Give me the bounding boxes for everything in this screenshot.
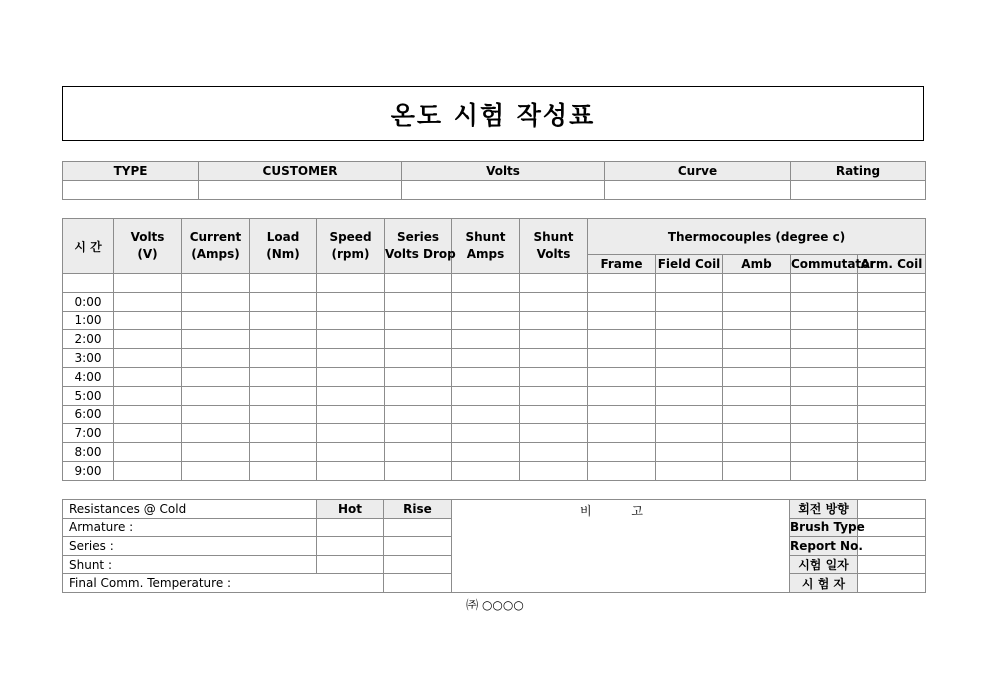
test-date-label: 시험 일자 xyxy=(790,555,858,574)
measurement-cell[interactable] xyxy=(182,386,250,405)
info-header-curve: Curve xyxy=(605,162,791,181)
remark-cell[interactable] xyxy=(452,500,790,593)
measurement-cell[interactable] xyxy=(656,424,723,443)
measurement-cell[interactable] xyxy=(182,424,250,443)
time-cell: 8:00 xyxy=(63,443,114,462)
measurement-cell[interactable] xyxy=(114,424,182,443)
time-row xyxy=(63,311,926,330)
measurement-cell[interactable] xyxy=(723,424,791,443)
series-rise-cell[interactable] xyxy=(384,537,452,556)
measurement-cell[interactable] xyxy=(520,424,588,443)
measurement-cell[interactable] xyxy=(520,461,588,480)
info-type-cell[interactable] xyxy=(63,181,199,200)
measurement-cell[interactable] xyxy=(791,274,858,293)
measurement-cell[interactable] xyxy=(858,367,926,386)
measurement-cell[interactable] xyxy=(317,349,385,368)
measurement-cell[interactable] xyxy=(317,311,385,330)
measurement-cell[interactable] xyxy=(723,386,791,405)
time-cell xyxy=(63,274,114,293)
time-row xyxy=(63,349,926,368)
info-curve-cell[interactable] xyxy=(605,181,791,200)
measurement-cell[interactable] xyxy=(114,443,182,462)
measurement-cell[interactable] xyxy=(791,405,858,424)
armature-label: Armature : xyxy=(63,518,317,537)
measurement-cell[interactable] xyxy=(317,461,385,480)
company-footer: ㈜ ○○○○ xyxy=(466,598,524,612)
time-row xyxy=(63,367,926,386)
header-frame: Frame xyxy=(588,255,656,274)
info-header-type: TYPE xyxy=(63,162,199,181)
tester-cell[interactable] xyxy=(858,574,926,593)
measurement-cell[interactable] xyxy=(723,311,791,330)
measurement-cell[interactable] xyxy=(723,274,791,293)
final-comm-cell[interactable] xyxy=(384,574,452,593)
measurement-cell[interactable] xyxy=(588,386,656,405)
measurement-cell[interactable] xyxy=(520,292,588,311)
measurement-cell[interactable] xyxy=(317,367,385,386)
measurement-header-row xyxy=(63,219,926,255)
measurement-cell[interactable] xyxy=(452,274,520,293)
measurement-cell[interactable] xyxy=(250,443,317,462)
measurement-cell[interactable] xyxy=(858,405,926,424)
measurement-body xyxy=(63,274,926,481)
measurement-cell[interactable] xyxy=(656,311,723,330)
measurement-cell[interactable] xyxy=(250,367,317,386)
measurement-cell[interactable] xyxy=(656,386,723,405)
measurement-cell[interactable] xyxy=(182,461,250,480)
measurement-cell[interactable] xyxy=(858,386,926,405)
measurement-cell[interactable] xyxy=(317,424,385,443)
resistance-hot-header: Hot xyxy=(317,500,384,519)
measurement-cell[interactable] xyxy=(182,274,250,293)
rotation-direction-cell[interactable] xyxy=(858,500,926,519)
measurement-cell[interactable] xyxy=(317,292,385,311)
measurement-cell[interactable] xyxy=(114,461,182,480)
measurement-cell[interactable] xyxy=(452,311,520,330)
resistance-header-row xyxy=(63,500,926,519)
measurement-cell[interactable] xyxy=(520,274,588,293)
measurement-cell[interactable] xyxy=(588,292,656,311)
measurement-cell[interactable] xyxy=(452,461,520,480)
measurement-cell[interactable] xyxy=(858,461,926,480)
time-cell: 0:00 xyxy=(63,292,114,311)
report-no-cell[interactable] xyxy=(858,537,926,556)
remark-label: 비 고 xyxy=(580,504,661,518)
measurement-cell[interactable] xyxy=(182,367,250,386)
measurement-cell[interactable] xyxy=(791,461,858,480)
final-comm-label: Final Comm. Temperature : xyxy=(63,574,384,593)
measurement-cell[interactable] xyxy=(114,274,182,293)
resistance-rise-header: Rise xyxy=(384,500,452,519)
measurement-cell[interactable] xyxy=(791,311,858,330)
test-date-cell[interactable] xyxy=(858,555,926,574)
measurement-cell[interactable] xyxy=(588,367,656,386)
header-current: Current (Amps) xyxy=(182,219,250,274)
info-header-customer: CUSTOMER xyxy=(199,162,402,181)
time-row xyxy=(63,461,926,480)
measurement-cell[interactable] xyxy=(452,349,520,368)
resistance-table xyxy=(62,499,926,593)
header-thermocouples: Thermocouples (degree c) xyxy=(588,219,926,255)
brush-type-cell[interactable] xyxy=(858,518,926,537)
measurement-cell[interactable] xyxy=(250,424,317,443)
measurement-cell[interactable] xyxy=(791,424,858,443)
series-hot-cell[interactable] xyxy=(317,537,384,556)
armature-rise-cell[interactable] xyxy=(384,518,452,537)
time-row xyxy=(63,443,926,462)
time-row xyxy=(63,405,926,424)
measurement-cell[interactable] xyxy=(317,274,385,293)
measurement-cell[interactable] xyxy=(250,461,317,480)
blank-row xyxy=(63,274,926,293)
shunt-hot-cell[interactable] xyxy=(317,555,384,574)
measurement-cell[interactable] xyxy=(791,292,858,311)
measurement-cell[interactable] xyxy=(114,311,182,330)
measurement-cell[interactable] xyxy=(385,461,452,480)
measurement-cell[interactable] xyxy=(385,349,452,368)
header-commutator: Commutator xyxy=(791,255,858,274)
measurement-cell[interactable] xyxy=(588,274,656,293)
measurement-cell[interactable] xyxy=(114,349,182,368)
measurement-cell[interactable] xyxy=(385,443,452,462)
measurement-cell[interactable] xyxy=(723,461,791,480)
measurement-cell[interactable] xyxy=(723,443,791,462)
measurement-cell[interactable] xyxy=(114,330,182,349)
measurement-cell[interactable] xyxy=(588,461,656,480)
brush-type-label: Brush Type xyxy=(790,518,858,537)
measurement-cell[interactable] xyxy=(520,405,588,424)
measurement-cell[interactable] xyxy=(250,311,317,330)
info-volts-cell[interactable] xyxy=(402,181,605,200)
measurement-cell[interactable] xyxy=(452,405,520,424)
header-arm-coil: Arm. Coil xyxy=(858,255,926,274)
time-row xyxy=(63,330,926,349)
header-speed: Speed (rpm) xyxy=(317,219,385,274)
measurement-cell[interactable] xyxy=(858,349,926,368)
measurement-cell[interactable] xyxy=(520,330,588,349)
measurement-cell[interactable] xyxy=(520,367,588,386)
measurement-cell[interactable] xyxy=(656,367,723,386)
measurement-cell[interactable] xyxy=(317,443,385,462)
measurement-cell[interactable] xyxy=(182,292,250,311)
measurement-cell[interactable] xyxy=(791,349,858,368)
measurement-cell[interactable] xyxy=(588,311,656,330)
measurement-cell[interactable] xyxy=(250,274,317,293)
measurement-cell[interactable] xyxy=(250,405,317,424)
measurement-cell[interactable] xyxy=(452,443,520,462)
time-cell: 5:00 xyxy=(63,386,114,405)
measurement-cell[interactable] xyxy=(385,367,452,386)
time-cell: 2:00 xyxy=(63,330,114,349)
info-table xyxy=(62,161,926,200)
measurement-cell[interactable] xyxy=(114,367,182,386)
document-title-box xyxy=(62,86,924,141)
header-volts: Volts (V) xyxy=(114,219,182,274)
time-cell: 6:00 xyxy=(63,405,114,424)
measurement-cell[interactable] xyxy=(520,386,588,405)
measurement-cell[interactable] xyxy=(656,443,723,462)
measurement-cell[interactable] xyxy=(656,274,723,293)
measurement-cell[interactable] xyxy=(182,349,250,368)
measurement-cell[interactable] xyxy=(182,330,250,349)
measurement-cell[interactable] xyxy=(250,330,317,349)
measurement-cell[interactable] xyxy=(250,292,317,311)
measurement-cell[interactable] xyxy=(656,405,723,424)
measurement-cell[interactable] xyxy=(317,330,385,349)
measurement-cell[interactable] xyxy=(656,461,723,480)
info-value-row xyxy=(63,181,926,200)
measurement-cell[interactable] xyxy=(588,349,656,368)
measurement-cell[interactable] xyxy=(385,424,452,443)
measurement-cell[interactable] xyxy=(385,330,452,349)
measurement-cell[interactable] xyxy=(656,330,723,349)
measurement-cell[interactable] xyxy=(250,349,317,368)
measurement-cell[interactable] xyxy=(791,330,858,349)
measurement-cell[interactable] xyxy=(723,330,791,349)
measurement-cell[interactable] xyxy=(114,405,182,424)
header-shunt-amps: Shunt Amps xyxy=(452,219,520,274)
measurement-cell[interactable] xyxy=(385,274,452,293)
measurement-cell[interactable] xyxy=(588,424,656,443)
measurement-cell[interactable] xyxy=(656,292,723,311)
measurement-cell[interactable] xyxy=(858,330,926,349)
header-shunt-volts: Shunt Volts xyxy=(520,219,588,274)
measurement-cell[interactable] xyxy=(858,443,926,462)
info-header-row xyxy=(63,162,926,181)
measurement-cell[interactable] xyxy=(520,311,588,330)
report-no-label: Report No. xyxy=(790,537,858,556)
document-title: 온도 시험 작성표 xyxy=(390,100,596,130)
time-row xyxy=(63,292,926,311)
measurement-cell[interactable] xyxy=(791,367,858,386)
time-row xyxy=(63,424,926,443)
header-time: 시 간 xyxy=(63,219,114,274)
measurement-cell[interactable] xyxy=(858,292,926,311)
measurement-cell[interactable] xyxy=(182,311,250,330)
measurement-cell[interactable] xyxy=(858,311,926,330)
time-cell: 3:00 xyxy=(63,349,114,368)
measurement-cell[interactable] xyxy=(452,330,520,349)
header-field-coil: Field Coil xyxy=(656,255,723,274)
armature-hot-cell[interactable] xyxy=(317,518,384,537)
info-header-volts: Volts xyxy=(402,162,605,181)
measurement-cell[interactable] xyxy=(858,424,926,443)
header-load: Load (Nm) xyxy=(250,219,317,274)
measurement-cell[interactable] xyxy=(317,405,385,424)
measurement-cell[interactable] xyxy=(452,386,520,405)
measurement-cell[interactable] xyxy=(114,292,182,311)
info-customer-cell[interactable] xyxy=(199,181,402,200)
time-row xyxy=(63,386,926,405)
measurement-cell[interactable] xyxy=(385,292,452,311)
tester-label: 시 험 자 xyxy=(790,574,858,593)
measurement-cell[interactable] xyxy=(588,330,656,349)
info-rating-cell[interactable] xyxy=(791,181,926,200)
measurement-cell[interactable] xyxy=(452,292,520,311)
measurement-cell[interactable] xyxy=(791,386,858,405)
header-series-volts-drop: Series Volts Drop xyxy=(385,219,452,274)
time-cell: 4:00 xyxy=(63,367,114,386)
measurement-cell[interactable] xyxy=(588,405,656,424)
shunt-rise-cell[interactable] xyxy=(384,555,452,574)
shunt-label: Shunt : xyxy=(63,555,317,574)
rotation-direction-label: 회전 방향 xyxy=(790,500,858,519)
measurement-cell[interactable] xyxy=(520,349,588,368)
info-header-rating: Rating xyxy=(791,162,926,181)
measurement-cell[interactable] xyxy=(385,311,452,330)
measurement-cell[interactable] xyxy=(452,424,520,443)
measurement-cell[interactable] xyxy=(791,443,858,462)
resistance-cold-label: Resistances @ Cold xyxy=(63,500,317,519)
measurement-cell[interactable] xyxy=(317,386,385,405)
measurement-cell[interactable] xyxy=(723,405,791,424)
measurement-cell[interactable] xyxy=(182,443,250,462)
time-cell: 9:00 xyxy=(63,461,114,480)
time-cell: 1:00 xyxy=(63,311,114,330)
header-amb: Amb xyxy=(723,255,791,274)
measurement-cell[interactable] xyxy=(385,405,452,424)
measurement-cell[interactable] xyxy=(723,349,791,368)
measurement-cell[interactable] xyxy=(182,405,250,424)
measurement-cell[interactable] xyxy=(723,367,791,386)
measurement-cell[interactable] xyxy=(385,386,452,405)
measurement-cell[interactable] xyxy=(250,386,317,405)
measurement-cell[interactable] xyxy=(858,274,926,293)
measurement-cell[interactable] xyxy=(114,386,182,405)
measurement-cell[interactable] xyxy=(588,443,656,462)
measurement-cell[interactable] xyxy=(656,349,723,368)
measurement-cell[interactable] xyxy=(723,292,791,311)
series-label: Series : xyxy=(63,537,317,556)
measurement-cell[interactable] xyxy=(520,443,588,462)
measurement-cell[interactable] xyxy=(452,367,520,386)
time-cell: 7:00 xyxy=(63,424,114,443)
measurement-table xyxy=(62,218,926,481)
